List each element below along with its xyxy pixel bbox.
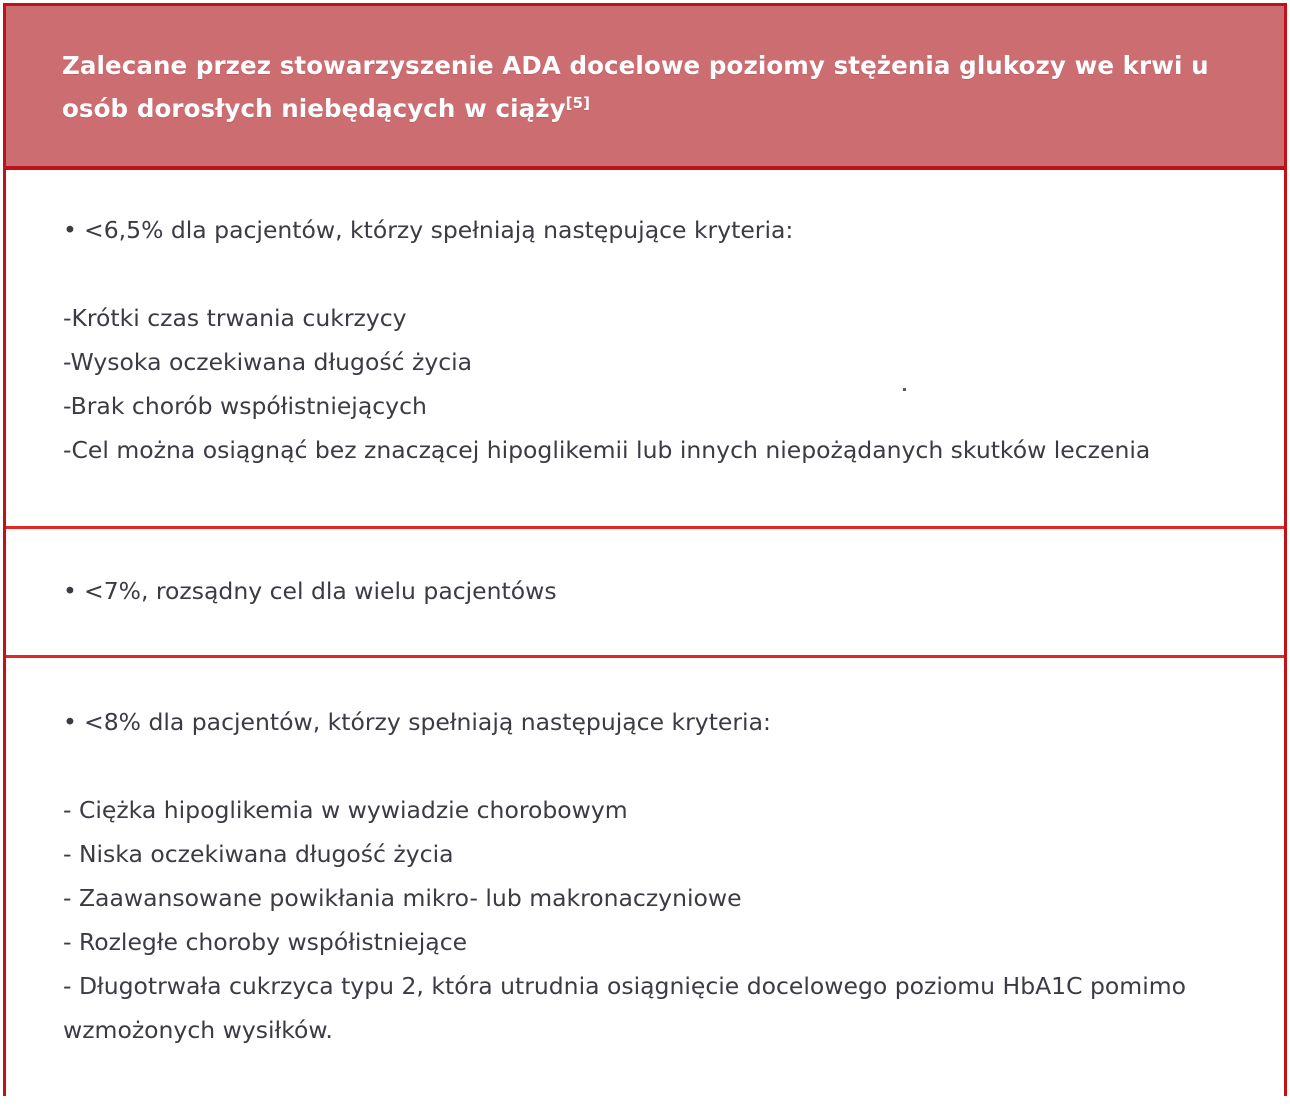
table-row (6, 655, 1284, 1112)
list-item: - Niska oczekiwana długość życia (63, 840, 454, 868)
reference-marker[interactable]: [5] (565, 93, 591, 112)
bullet-icon: • (63, 577, 77, 605)
list-item-label: <6,5% dla pacjentów, którzy spełniają następujące kryteria: (84, 216, 794, 244)
table-row (6, 170, 1284, 526)
list-item: - Rozległe choroby współistniejące (63, 928, 468, 956)
bullet-icon: • (63, 216, 77, 244)
ada-glucose-targets-table (3, 3, 1287, 1096)
list-item: -Brak chorób współistniejących (63, 392, 427, 420)
list-item (57, 208, 1244, 252)
list-item: - Zaawansowane powikłania mikro- lub makronaczyniowe (63, 884, 742, 912)
spacer (53, 744, 1244, 788)
list-item: -Cel można osiągnąć bez znaczącej hipoglikemii lub innych niepożądanych skutków leczenia (63, 436, 1151, 464)
list-item (53, 700, 1244, 744)
list-item (57, 569, 1244, 613)
capture-speck-artifact (903, 388, 906, 391)
list-item-label: <8% dla pacjentów, którzy spełniają następujące kryteria: (84, 708, 771, 736)
table-header (6, 6, 1284, 170)
list-item-label: <7%, rozsądny cel dla wielu pacjentóws (84, 577, 557, 605)
table-title (62, 44, 1232, 130)
list-item: - Ciężka hipoglikemia w wywiadzie chorobowym (63, 796, 628, 824)
table-title-text: Zalecane przez stowarzyszenie ADA docelowe poziomy stężenia glukozy we krwi u osób dorosłych niebędących w ciąży (62, 51, 1209, 123)
spacer (57, 252, 1244, 296)
list-item: -Wysoka oczekiwana długość życia (63, 348, 473, 376)
list-item: -Krótki czas trwania cukrzycy (63, 304, 407, 332)
list-item: - Długotrwała cukrzyca typu 2, która utrudnia osiągnięcie docelowego poziomu HbA1C pomimo wzmożonych wysiłków. (63, 972, 1194, 1044)
table-row (6, 526, 1284, 655)
bullet-icon: • (63, 708, 77, 736)
